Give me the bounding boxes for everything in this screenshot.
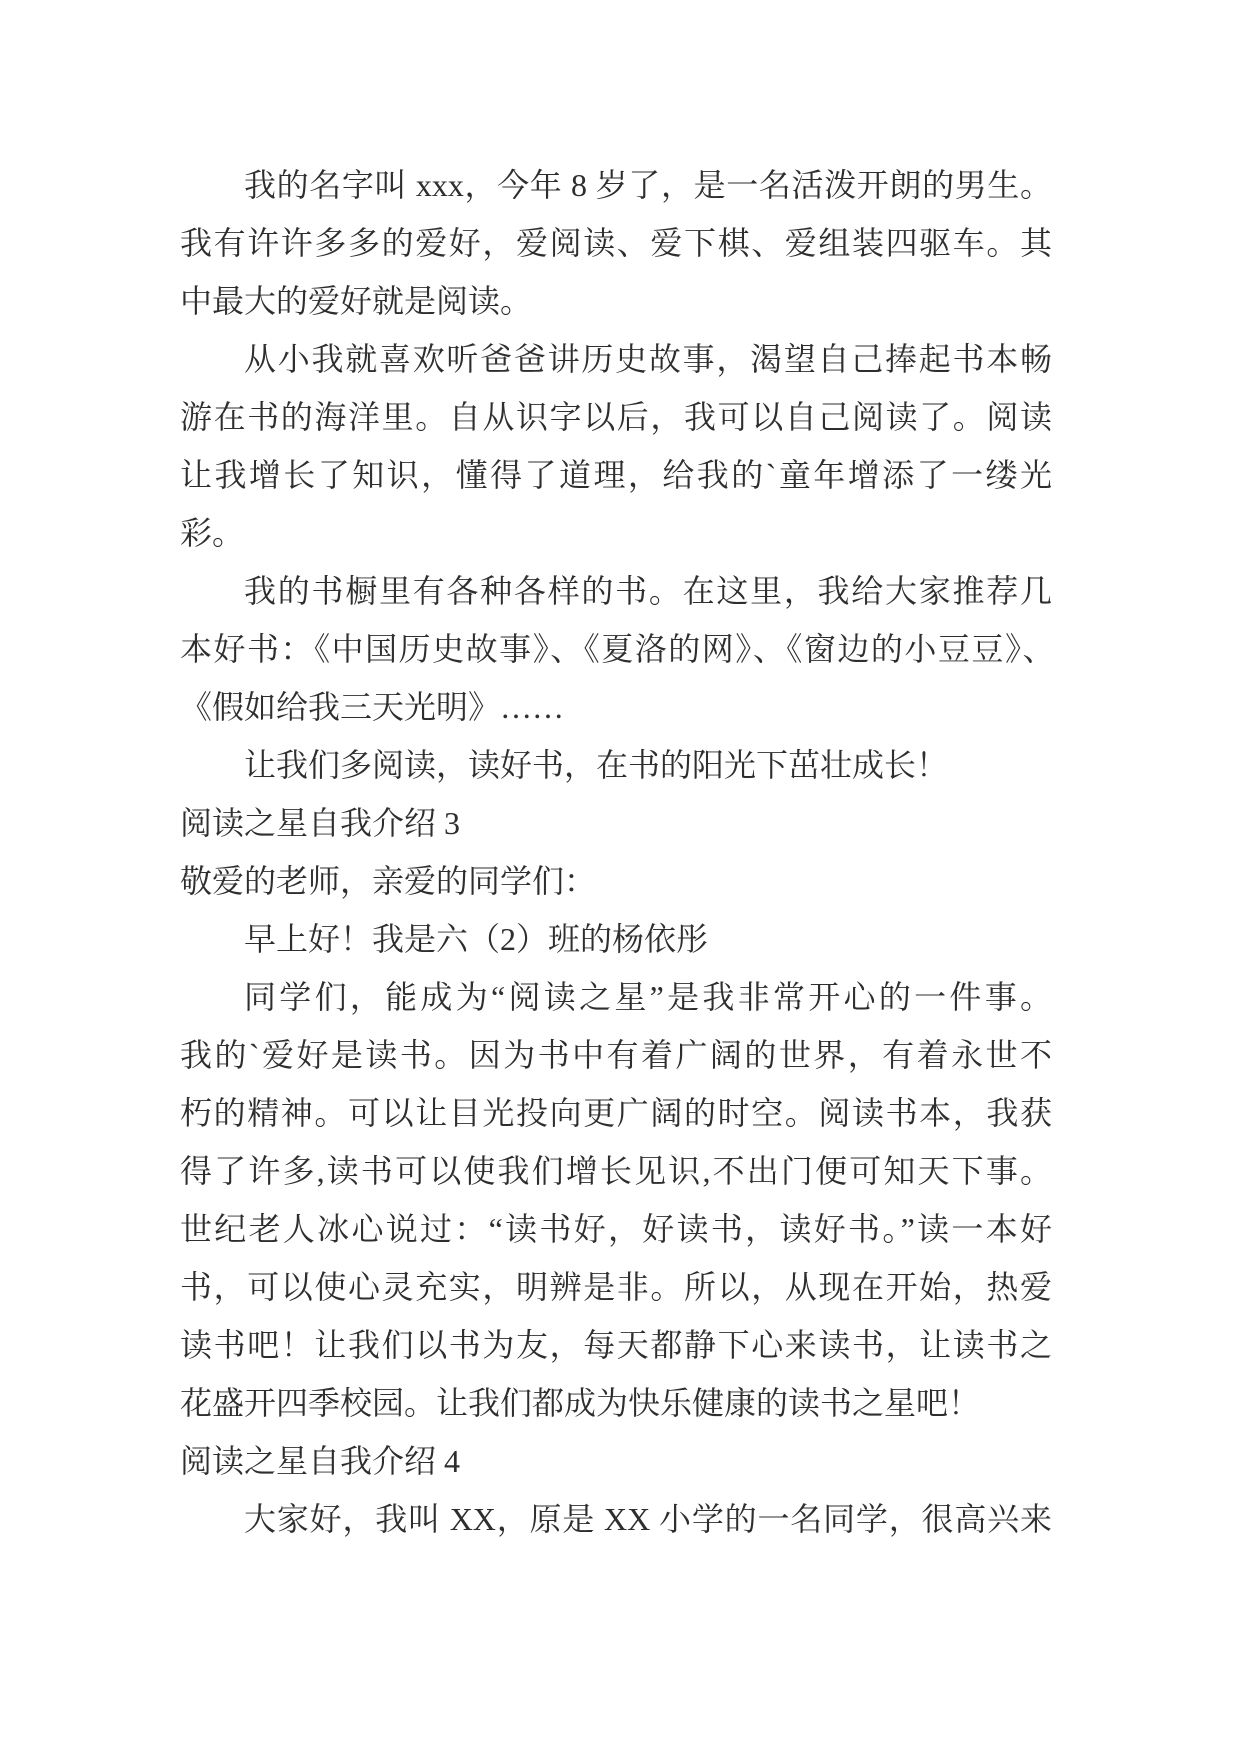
paragraph-line: 书，可以使心灵充实，明辨是非。所以，从现在开始，热爱 [180, 1269, 1052, 1305]
paragraph-line: 大家好，我叫 XX，原是 XX 小学的一名同学，很高兴来 [244, 1501, 1052, 1537]
paragraph-line: 本好书：《中国历史故事》、《夏洛的网》、《窗边的小豆豆》、 [180, 631, 1052, 667]
paragraph-line: 得了许多,读书可以使我们增长见识,不出门便可知天下事。 [180, 1153, 1052, 1189]
paragraph-line: 从小我就喜欢听爸爸讲历史故事，渴望自己捧起书本畅 [244, 341, 1052, 377]
paragraph-line: 花盛开四季校园。让我们都成为快乐健康的读书之星吧！ [180, 1385, 981, 1421]
section-heading: 阅读之星自我介绍 4 [180, 1443, 461, 1479]
paragraph-line: 读书吧！让我们以书为友，每天都静下心来读书，让读书之 [180, 1327, 1052, 1363]
paragraph-line: 游在书的海洋里。自从识字以后，我可以自己阅读了。阅读 [180, 399, 1052, 435]
paragraph-line: 让我增长了知识，懂得了道理，给我的`童年增添了一缕光 [180, 457, 1052, 493]
paragraph-line: 敬爱的老师，亲爱的同学们： [180, 863, 597, 899]
paragraph-line: 我的书橱里有各种各样的书。在这里，我给大家推荐几 [244, 573, 1052, 609]
paragraph-line: 让我们多阅读，读好书，在书的阳光下茁壮成长！ [244, 747, 949, 783]
paragraph-line: 早上好！我是六（2）班的杨依彤 [244, 921, 709, 957]
paragraph-line: 我的名字叫 xxx，今年 8 岁了，是一名活泼开朗的男生。 [244, 167, 1052, 203]
paragraph-line: 我的`爱好是读书。因为书中有着广阔的世界，有着永世不 [180, 1037, 1052, 1073]
section-heading: 阅读之星自我介绍 3 [180, 805, 461, 841]
paragraph-line: 《假如给我三天光明》…… [180, 689, 565, 725]
paragraph-line: 中最大的爱好就是阅读。 [180, 283, 533, 319]
paragraph-line: 朽的精神。可以让目光投向更广阔的时空。阅读书本，我获 [180, 1095, 1052, 1131]
paragraph-line: 彩。 [180, 515, 245, 551]
paragraph-line: 同学们，能成为“阅读之星”是我非常开心的一件事。 [244, 979, 1052, 1015]
paragraph-line: 世纪老人冰心说过：“读书好，好读书，读好书。”读一本好 [180, 1211, 1052, 1247]
paragraph-line: 我有许许多多的爱好，爱阅读、爱下棋、爱组装四驱车。其 [180, 225, 1052, 261]
